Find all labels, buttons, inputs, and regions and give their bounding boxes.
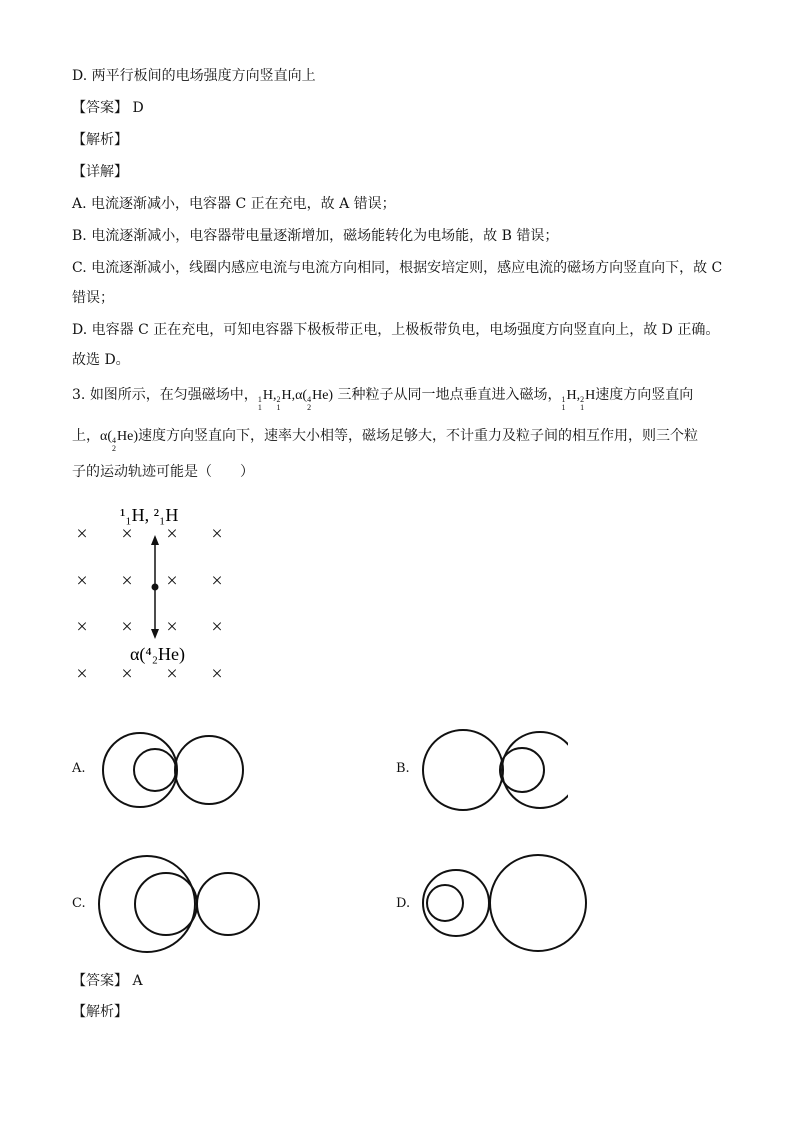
trajectory-circle [490,855,586,951]
hydrogen-pair-formula [561,388,596,412]
paren-close: ) [328,388,334,403]
mass-number: 2 [276,395,281,404]
trajectory-circle [135,873,197,935]
option-b-label: B. [396,761,410,776]
mass-number: 4 [307,395,312,404]
field-cross: × [211,570,223,592]
hydrogen-symbol: H [262,388,273,403]
field-cross: × [76,663,88,685]
alpha-symbol: α [295,388,303,403]
trajectory-circle [502,732,568,808]
trajectory-circle [175,736,243,804]
field-cross: × [76,616,88,638]
trajectory-circle [427,885,463,921]
deuterium-symbol: H [585,388,596,403]
field-cross: × [166,523,178,545]
comma: , [576,388,581,403]
analysis-heading-q3: 【解析】 [72,1004,128,1020]
option-a-label: A. [72,761,86,776]
trajectory-circle [197,873,259,935]
field-cross: × [76,523,88,545]
charge-number: 1 [276,403,281,412]
charge-number: 1 [580,403,585,412]
mass-number: 2 [580,395,585,404]
field-cross: × [166,663,178,685]
trajectory-circle [99,856,195,952]
explain-c: C. 电流逐渐减小，线圈内感应电流与电流方向相同，根据安培定则，感应电流的磁场方向竖直向下，故 C [72,260,723,276]
answer-line [72,98,144,118]
explain-d: D. 电容器 C 正在充电，可知电容器下极板带正电，上极板带负电，电场强度方向竖直向上，故 D 正确。 [72,322,720,338]
field-cross: × [121,570,133,592]
comma: , [272,388,277,403]
field-cross: × [211,616,223,638]
field-cross: × [121,616,133,638]
helium-symbol: He [117,429,134,444]
comma: , [291,388,296,403]
option-d-diagram [420,852,590,957]
answer-value: A [132,973,143,989]
hydrogen-label: ¹₁H, ²₁H [120,505,179,525]
question-text-d: 上， [72,428,100,444]
option-c-label: C. [72,896,86,911]
field-cross: × [166,570,178,592]
trajectory-circle [423,730,503,810]
field-cross: × [76,570,88,592]
down-arrow-icon [151,629,159,639]
mass-number: 1 [257,395,262,404]
mass-number: 1 [561,395,566,404]
alpha-formula [100,429,139,453]
particles-formula [257,388,334,412]
hydrogen-symbol: H [566,388,577,403]
conclusion: 故选 D。 [72,352,130,368]
question-text-a: 如图所示，在匀强磁场中， [89,387,258,403]
question-text-b: 三种粒子从同一地点垂直进入磁场， [337,387,562,403]
question-text-c: 速度方向竖直向 [595,387,694,403]
analysis-heading: 【解析】 [72,132,128,148]
paren-close: ) [133,429,139,444]
paren-open: ( [302,388,308,403]
trajectory-circle [103,733,177,807]
helium-symbol: He [312,388,329,403]
field-cross: × [166,616,178,638]
explain-a: A. 电流逐渐减小，电容器 C 正在充电，故 A 错误； [72,196,396,212]
charge-number: 1 [561,403,566,412]
answer-tag: 【答案】 [72,973,128,989]
answer-value: D [132,100,144,116]
mass-number: 4 [112,436,117,445]
trajectory-circle [134,749,176,791]
option-c-diagram [95,848,265,958]
field-cross: × [121,663,133,685]
option-d-label: D. [396,896,411,911]
up-arrow-icon [151,535,159,545]
option-d-text: D. 两平行板间的电场强度方向竖直向上 [72,68,316,84]
option-a-diagram [95,725,255,815]
magnetic-field-figure [60,495,260,695]
charge-number: 1 [257,403,262,412]
field-cross: × [211,663,223,685]
alpha-label: α(⁴₂He) [130,644,185,664]
detail-heading: 【详解】 [72,164,128,180]
alpha-symbol: α [100,429,108,444]
deuterium-symbol: H [281,388,292,403]
field-cross: × [121,523,133,545]
answer-line-q3 [72,971,143,991]
answer-tag: 【答案】 [72,100,128,116]
question-line-2 [72,426,698,453]
question-number: 3. [72,387,86,403]
paren-open: ( [107,429,113,444]
charge-number: 2 [307,403,312,412]
field-cross: × [211,523,223,545]
explain-b: B. 电流逐渐减小，电容器带电量逐渐增加，磁场能转化为电场能，故 B 错误； [72,228,559,244]
question-line-3: 子的运动轨迹可能是（ ） [72,464,254,480]
entry-point [152,584,159,591]
question-text-e: 速度方向竖直向下，速率大小相等，磁场足够大，不计重力及粒子间的相互作用，则三个粒 [138,428,699,444]
explain-c-cont: 错误； [72,290,114,306]
question-line-1 [72,385,693,412]
charge-number: 2 [112,444,117,453]
option-b-diagram [418,725,568,815]
trajectory-circle [500,748,544,792]
trajectory-circle [423,870,489,936]
